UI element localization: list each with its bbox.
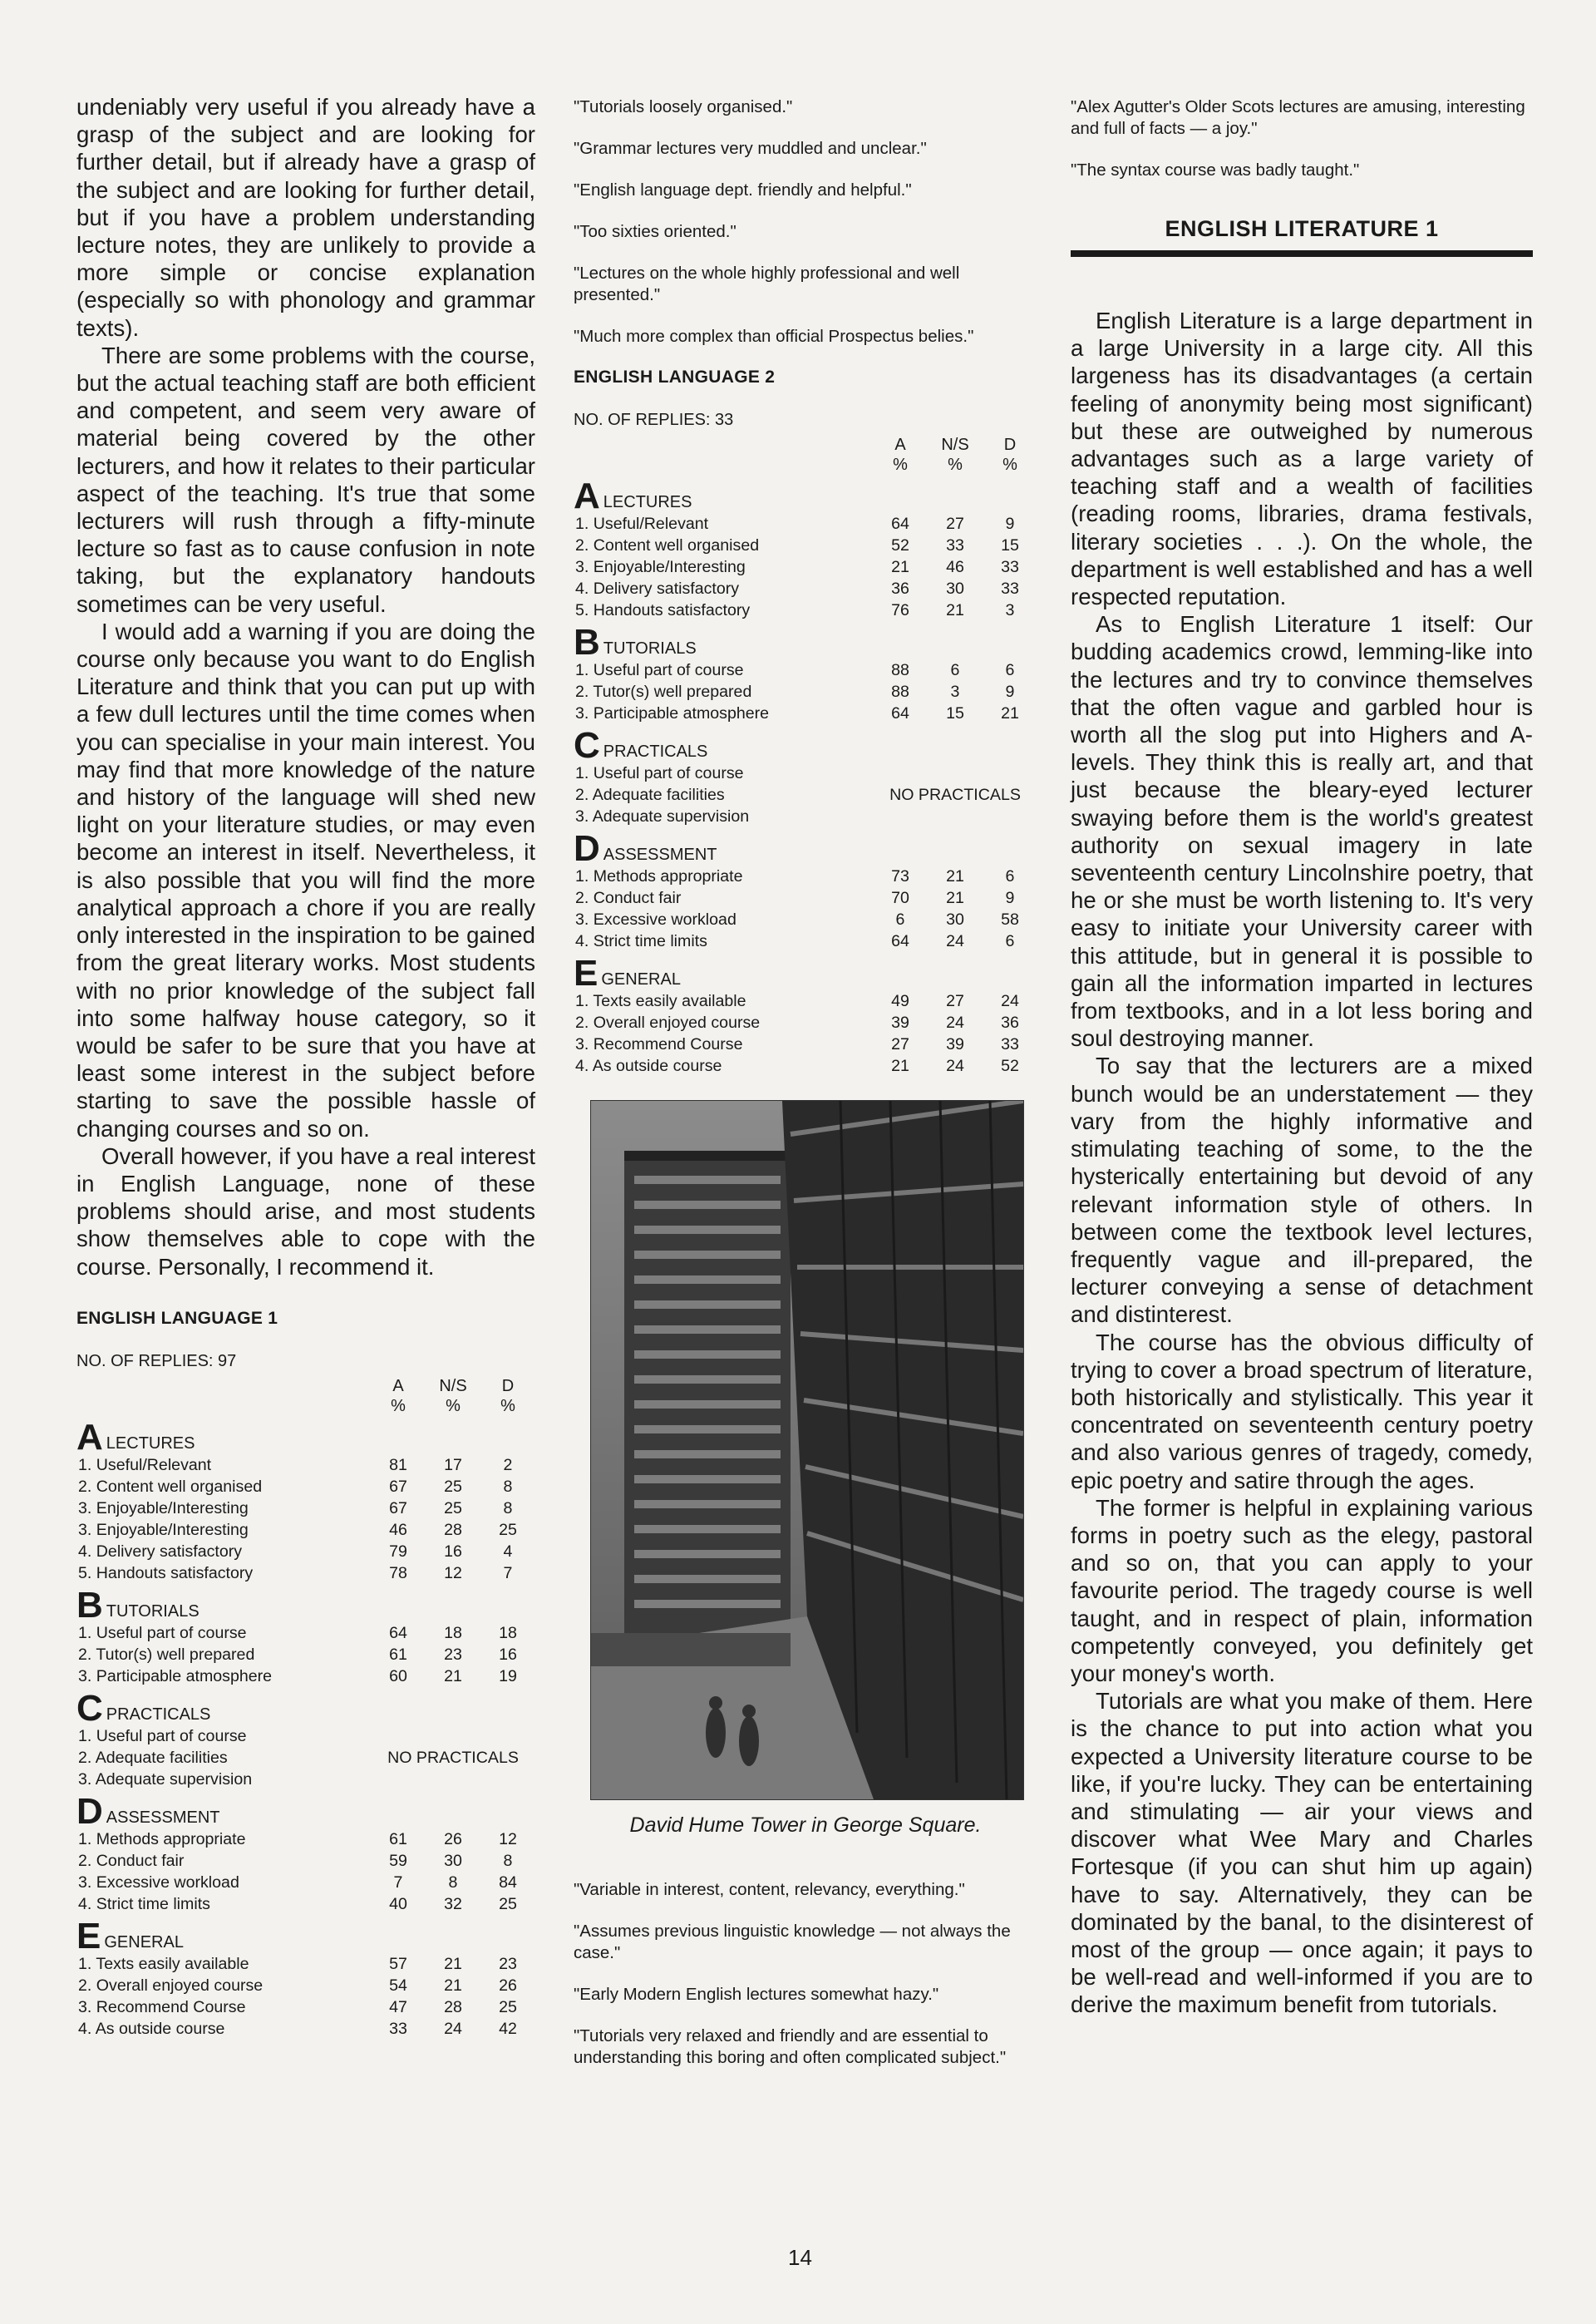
section-header	[76, 1416, 535, 1458]
col3-paragraph: English Literature is a large department in a large University in a large city. All this largeness has its disadvantages (a certain feeling of anonymity being most significant) but these are outweighed by numerous advantages such as a large variety of teaching staff and a wealth of facilities (reading rooms, libraries, drama festivals, literary societies . . .). On the whole, the department is well established and has a well respected reputation.	[1071, 308, 1533, 610]
row-label: 4. Strict time limits	[78, 1894, 210, 1913]
row-value: 23	[499, 1954, 517, 1973]
row-value: 33	[389, 2019, 407, 2038]
header-spacer	[76, 1376, 371, 1396]
row-value: 79	[389, 1542, 407, 1561]
percent-symbol: %	[446, 1396, 461, 1415]
row-label: 3. Excessive workload	[575, 910, 736, 929]
row-value: 25	[444, 1477, 462, 1496]
row-value: 61	[389, 1829, 407, 1848]
row-label: 2. Tutor(s) well prepared	[575, 683, 752, 701]
section-name: GENERAL	[104, 1932, 184, 1951]
row-label: 2. Content well organised	[575, 536, 760, 555]
col1-paragraph: I would add a warning if you are doing the course only because you want to do English Literature and think that you can put up with a few dull lectures until the time comes when you can specialise in your main interest. You may find that more knowledge of the nature and history of the language will shed new light on your literature studies, or may even become an interest in itself. Nevertheless, it is also possible that you will find the more analytical approach a chore if you are really only interested in the inspiration to be gained from the great literary works. Most students with no prior knowledge of the subject fall into some halfway house category, so it would be safer to be sure that you have at least some interest in the subject before starting to save the possible hassle of changing courses and so on.	[76, 618, 535, 1142]
row-value: 17	[444, 1455, 462, 1474]
quote: "Assumes previous linguistic knowledge — not always the case."	[574, 1922, 1011, 1962]
col2-quotes-bottom	[574, 1879, 1037, 2069]
row-value: 16	[444, 1542, 462, 1561]
empty-cell	[371, 1769, 535, 1790]
david-hume-tower-photo	[590, 1100, 1024, 1800]
table-row	[76, 1747, 535, 1769]
row-value: 15	[1001, 536, 1019, 555]
table-row	[76, 1828, 535, 1850]
row-value: 21	[444, 1666, 462, 1685]
quote: "Variable in interest, content, relevancy, everything."	[574, 1880, 965, 1899]
table-row	[574, 535, 1037, 556]
table-title: ENGLISH LANGUAGE 1	[76, 1308, 278, 1328]
percent-symbol: %	[893, 456, 908, 474]
replies-count: NO. OF REPLIES: 97	[76, 1351, 237, 1370]
section-letter: A	[574, 476, 600, 516]
percent-row	[574, 455, 1037, 475]
row-value: 27	[946, 992, 964, 1010]
row-value: 57	[389, 1954, 407, 1973]
english-language-2-table	[574, 368, 1037, 1077]
column-header: N/S	[941, 436, 969, 454]
empty-cell	[371, 1725, 535, 1747]
row-value: 33	[946, 536, 964, 555]
quote: "Grammar lectures very muddled and unclear."	[574, 139, 927, 158]
table-row	[574, 513, 1037, 535]
table-row	[574, 762, 1037, 784]
row-value: 23	[444, 1645, 462, 1664]
row-label: 1. Useful part of course	[78, 1726, 247, 1745]
row-label: 4. Delivery satisfactory	[575, 580, 740, 598]
row-label: 3. Enjoyable/Interesting	[78, 1498, 249, 1517]
row-value: 6	[1005, 661, 1015, 679]
page-number: 14	[788, 2245, 812, 2270]
row-value: 36	[1001, 1014, 1019, 1032]
section-header	[574, 952, 1037, 994]
percent-symbol: %	[500, 1396, 515, 1415]
row-value: 21	[1001, 704, 1019, 723]
section-header-row	[574, 621, 1037, 659]
col3-body	[1071, 307, 1533, 2019]
row-value: 9	[1005, 515, 1015, 533]
row-value: 70	[891, 889, 909, 907]
table-row	[76, 2018, 535, 2040]
percent-row	[76, 1396, 535, 1416]
table-row	[76, 1541, 535, 1562]
table-row	[574, 990, 1037, 1012]
row-label: 1. Useful part of course	[78, 1623, 247, 1642]
row-value: 30	[946, 910, 964, 929]
section-letter: E	[76, 1915, 101, 1956]
table-row	[76, 1953, 535, 1975]
table-row	[76, 1665, 535, 1687]
row-value: 6	[950, 661, 960, 679]
section-header-row	[574, 952, 1037, 990]
column-3	[1071, 96, 1533, 2019]
col2-quotes-top	[574, 96, 1037, 348]
table-row	[76, 1872, 535, 1893]
row-value: 27	[946, 515, 964, 533]
row-value: 21	[946, 601, 964, 619]
header-row	[76, 1376, 535, 1396]
row-value: 88	[891, 683, 909, 701]
row-value: 6	[1005, 867, 1015, 886]
table-row	[574, 1055, 1037, 1077]
english-literature-1-heading: ENGLISH LITERATURE 1	[1071, 216, 1533, 257]
row-value: 81	[389, 1455, 407, 1474]
percent-symbol: %	[948, 456, 963, 474]
quote: "Alex Agutter's Older Scots lectures are amusing, interesting and full of facts — a joy."	[1071, 97, 1525, 138]
section-name: ASSESSMENT	[106, 1808, 220, 1827]
col1-paragraph: undeniably very useful if you already have a grasp of the subject and are looking for further detail, but if already have a grasp of the subject and are looking for further detail, but if you have a problem understanding lecture notes, they are unlikely to provide a more simple or concise explanation (especially so with phonology and grammar texts).	[76, 94, 535, 341]
no-practicals-note: NO PRACTICALS	[387, 1748, 519, 1767]
row-label: 1. Methods appropriate	[575, 867, 743, 886]
row-value: 49	[891, 992, 909, 1010]
percent-symbol: %	[391, 1396, 406, 1415]
table-row	[76, 1725, 535, 1747]
section-header	[76, 1790, 535, 1832]
row-value: 4	[503, 1542, 513, 1561]
row-value: 24	[1001, 992, 1019, 1010]
row-label: 4. Delivery satisfactory	[78, 1542, 243, 1561]
percent-symbol: %	[1002, 456, 1017, 474]
row-value: 18	[444, 1623, 462, 1642]
section-letter: B	[574, 622, 600, 663]
section-header-row	[76, 1584, 535, 1622]
section-name: PRACTICALS	[603, 743, 708, 761]
section-name: LECTURES	[106, 1433, 195, 1453]
row-value: 40	[389, 1894, 407, 1913]
row-label: 2. Content well organised	[78, 1477, 263, 1496]
table-row	[574, 909, 1037, 930]
row-label: 1. Useful/Relevant	[575, 515, 709, 533]
section-header	[574, 724, 1037, 766]
row-label: 2. Adequate facilities	[78, 1748, 228, 1767]
table-row	[574, 556, 1037, 578]
column-header: N/S	[439, 1376, 467, 1395]
row-value: 6	[895, 910, 905, 929]
section-name: TUTORIALS	[603, 639, 697, 658]
section-letter: D	[76, 1790, 103, 1832]
table-row	[76, 1562, 535, 1584]
row-label: 3. Enjoyable/Interesting	[575, 558, 746, 576]
col3-paragraph: The former is helpful in explaining various forms in poetry such as the elegy, pastoral and so on, that you can apply to your favourite period. The tragedy course is well taught, and in respect of plain, information competently conveyed, you definitely get your money's worth.	[1071, 1494, 1533, 1686]
header-spacer	[574, 435, 873, 455]
table-row	[574, 659, 1037, 681]
row-label: 3. Participable atmosphere	[78, 1666, 273, 1685]
row-label: 5. Handouts satisfactory	[575, 601, 751, 619]
row-value: 30	[444, 1851, 462, 1870]
table-row	[574, 703, 1037, 724]
table-row	[574, 784, 1037, 806]
quote: "Tutorials loosely organised."	[574, 97, 793, 116]
section-header	[76, 1687, 535, 1729]
row-value: 15	[946, 704, 964, 723]
col1-paragraph: There are some problems with the course, but the actual teaching staff are both efficient and competent, and seem very aware of material being covered by the other lecturers, and how it relates to their particular aspect of the teaching. It's true that some lecturers will rush through a fifty-minute lecture so fast as to cause confusion in note taking, but the explanatory handouts sometimes can be very useful.	[76, 342, 535, 617]
empty-cell	[873, 806, 1037, 827]
row-value: 8	[503, 1851, 513, 1870]
row-label: 2. Conduct fair	[575, 889, 682, 907]
section-header-row	[574, 724, 1037, 762]
row-label: 4. As outside course	[78, 2019, 225, 2038]
section-header-row	[76, 1416, 535, 1454]
section-letter: E	[574, 953, 598, 994]
row-label: 2. Overall enjoyed course	[575, 1014, 761, 1032]
replies-count: NO. OF REPLIES: 33	[574, 411, 734, 429]
row-value: 16	[499, 1645, 517, 1664]
section-name: ASSESSMENT	[603, 846, 717, 864]
row-value: 21	[891, 1057, 909, 1075]
table-row	[76, 1476, 535, 1498]
row-value: 18	[499, 1623, 517, 1642]
table-row	[574, 1034, 1037, 1055]
table-row	[574, 578, 1037, 600]
row-value: 54	[389, 1976, 407, 1995]
row-value: 47	[389, 1997, 407, 2016]
row-value: 12	[444, 1563, 462, 1582]
row-value: 26	[444, 1829, 462, 1848]
row-value: 64	[891, 704, 909, 723]
table-row	[76, 1622, 535, 1644]
section-header	[574, 475, 1037, 516]
table-row	[76, 1893, 535, 1915]
quote: "Tutorials very relaxed and friendly and are essential to understanding this boring and often complicated subject."	[574, 2026, 1007, 2067]
header-spacer	[76, 1396, 371, 1416]
table-row	[76, 1975, 535, 1996]
stats-table	[76, 1376, 535, 2040]
col1-paragraph: Overall however, if you have a real interest in English Language, none of these problems should arise, and most students show themselves able to cope with the course. Personally, I recommend it.	[76, 1142, 535, 1280]
row-label: 3. Recommend Course	[575, 1035, 743, 1053]
no-practicals-note: NO PRACTICALS	[889, 786, 1021, 804]
section-header	[574, 827, 1037, 869]
column-2	[574, 96, 1037, 2089]
col3-paragraph: The course has the obvious difficulty of trying to cover a broad spectrum of literature, both historically and stylistically. This year it concentrated on seventeenth century poetry and also various genres of tragedy, comedy, epic poetry and satire through the ages.	[1071, 1329, 1533, 1493]
table-row	[574, 887, 1037, 909]
table-row	[76, 1996, 535, 2018]
row-label: 1. Texts easily available	[575, 992, 746, 1010]
row-value: 39	[891, 1014, 909, 1032]
section-header	[76, 1584, 535, 1626]
row-value: 64	[389, 1623, 407, 1642]
table-row	[76, 1454, 535, 1476]
header-row	[574, 435, 1037, 455]
section-header	[76, 1915, 535, 1956]
row-value: 76	[891, 601, 909, 619]
col3-paragraph: Tutorials are what you make of them. Here is the chance to put into action what you expected a University literature course to be like, if you're lucky. They can be entertaining and stimulating — air your views and discover what Wee Mary and Charles Fortesque (if you can shut him up again) have to say. Alternatively, they can be dominated by the banal, to the disinterest of most of the group — once again; it pays to be well-read and well-informed if you are to derive the maximum benefit from tutorials.	[1071, 1688, 1533, 2018]
section-letter: A	[76, 1416, 103, 1458]
row-value: 24	[946, 1014, 964, 1032]
empty-cell	[873, 762, 1037, 784]
row-label: 3. Adequate supervision	[575, 807, 750, 826]
row-value: 84	[499, 1873, 517, 1892]
row-value: 30	[946, 580, 964, 598]
row-value: 27	[891, 1035, 909, 1053]
row-value: 3	[950, 683, 960, 701]
row-value: 12	[499, 1829, 517, 1848]
row-label: 1. Methods appropriate	[78, 1829, 246, 1848]
column-1	[76, 93, 535, 2040]
row-label: 3. Enjoyable/Interesting	[78, 1520, 249, 1539]
row-value: 8	[448, 1873, 458, 1892]
row-value: 67	[389, 1477, 407, 1496]
section-header-row	[574, 827, 1037, 866]
section-header-row	[76, 1790, 535, 1828]
row-value: 60	[389, 1666, 407, 1685]
section-name: LECTURES	[603, 493, 692, 511]
row-value: 24	[946, 932, 964, 950]
row-value: 59	[389, 1851, 407, 1870]
row-value: 21	[444, 1976, 462, 1995]
row-label: 1. Texts easily available	[78, 1954, 249, 1973]
table-row	[76, 1519, 535, 1541]
table-title: ENGLISH LANGUAGE 2	[574, 368, 776, 387]
table-row	[76, 1644, 535, 1665]
row-value: 25	[499, 1997, 517, 2016]
tower-illustration	[591, 1101, 1023, 1799]
column-header: D	[1003, 436, 1017, 454]
row-value: 42	[499, 2019, 517, 2038]
english-language-1-table	[76, 1309, 535, 2040]
quote: "Much more complex than official Prospectus belies."	[574, 327, 974, 346]
row-value: 3	[1005, 601, 1015, 619]
section-letter: B	[76, 1584, 103, 1626]
row-value: 24	[444, 2019, 462, 2038]
col3-paragraph: As to English Literature 1 itself: Our budding academics crowd, lemming-like into the lectures and try to convince themselves that the often vague and garbled hour is worth all the slog put into Highers and A-levels. They think this is really art, and that just because the bleary-eyed lecturer swaying before them is the world's greatest authority on sexual imagery in late seventeenth century Lincolnshire poetry, that he or she must be worth listening to. It's very easy to initiate your University career with this attitude, but in general it is possible to gain all the information imparted in lectures from textbooks, and in a lot less boring and soul destroying manner.	[1071, 611, 1533, 1052]
row-label: 2. Overall enjoyed course	[78, 1976, 264, 1995]
row-value: 33	[1001, 1035, 1019, 1053]
quote: "Early Modern English lectures somewhat hazy."	[574, 1985, 939, 2004]
row-label: 2. Conduct fair	[78, 1851, 185, 1870]
quote: "The syntax course was badly taught."	[1071, 160, 1360, 180]
section-name: PRACTICALS	[106, 1705, 211, 1724]
row-value: 58	[1001, 910, 1019, 929]
section-name: GENERAL	[601, 970, 681, 989]
row-value: 33	[1001, 558, 1019, 576]
row-value: 88	[891, 661, 909, 679]
row-value: 26	[499, 1976, 517, 1995]
row-value: 19	[499, 1666, 517, 1685]
table-row	[574, 681, 1037, 703]
row-label: 1. Useful/Relevant	[78, 1455, 212, 1474]
row-label: 2. Adequate facilities	[575, 786, 725, 804]
col1-body	[76, 93, 535, 1280]
table-row	[574, 600, 1037, 621]
row-value: 64	[891, 932, 909, 950]
row-value: 8	[503, 1477, 513, 1496]
table-row	[574, 806, 1037, 827]
row-value: 8	[503, 1498, 513, 1517]
row-value: 67	[389, 1498, 407, 1517]
row-label: 4. As outside course	[575, 1057, 722, 1075]
row-value: 2	[503, 1455, 513, 1474]
row-value: 9	[1005, 683, 1015, 701]
table-row	[574, 930, 1037, 952]
row-value: 28	[444, 1520, 462, 1539]
row-label: 3. Recommend Course	[78, 1997, 246, 2016]
row-value: 25	[499, 1894, 517, 1913]
section-name: TUTORIALS	[106, 1601, 200, 1621]
row-label: 3. Participable atmosphere	[575, 704, 770, 723]
row-label: 4. Strict time limits	[575, 932, 707, 950]
row-label: 1. Useful part of course	[575, 661, 744, 679]
table-row	[76, 1498, 535, 1519]
row-value: 21	[444, 1954, 462, 1973]
row-label: 1. Useful part of course	[575, 764, 744, 782]
table-row	[76, 1850, 535, 1872]
quote: "English language dept. friendly and helpful."	[574, 180, 912, 200]
header-spacer	[574, 455, 873, 475]
table-row	[574, 1012, 1037, 1034]
row-value: 21	[946, 889, 964, 907]
row-value: 64	[891, 515, 909, 533]
row-value: 7	[503, 1563, 513, 1582]
row-value: 52	[1001, 1057, 1019, 1075]
row-value: 46	[946, 558, 964, 576]
section-header-row	[76, 1915, 535, 1953]
row-value: 46	[389, 1520, 407, 1539]
row-label: 3. Adequate supervision	[78, 1769, 253, 1789]
column-header: A	[392, 1376, 404, 1395]
column-header: A	[894, 436, 906, 454]
row-value: 73	[891, 867, 909, 886]
stats-table	[574, 435, 1037, 1077]
section-header-row	[76, 1687, 535, 1725]
section-header-row	[574, 475, 1037, 513]
table-row	[76, 1769, 535, 1790]
row-value: 61	[389, 1645, 407, 1664]
row-value: 9	[1005, 889, 1015, 907]
row-value: 33	[1001, 580, 1019, 598]
row-value: 25	[444, 1498, 462, 1517]
row-value: 25	[499, 1520, 517, 1539]
section-letter: C	[76, 1687, 103, 1729]
table-row	[574, 866, 1037, 887]
row-value: 39	[946, 1035, 964, 1053]
quote: "Lectures on the whole highly professional and well presented."	[574, 264, 960, 304]
photo-caption: David Hume Tower in George Square.	[629, 1813, 982, 1837]
row-value: 52	[891, 536, 909, 555]
col3-quotes-top	[1071, 96, 1533, 181]
row-value: 36	[891, 580, 909, 598]
section-header	[574, 621, 1037, 663]
row-value: 78	[389, 1563, 407, 1582]
row-value: 6	[1005, 932, 1015, 950]
row-value: 21	[946, 867, 964, 886]
row-value: 24	[946, 1057, 964, 1075]
row-value: 7	[393, 1873, 403, 1892]
section-letter: D	[574, 828, 600, 869]
row-label: 5. Handouts satisfactory	[78, 1563, 254, 1582]
section-letter: C	[574, 725, 600, 766]
column-header: D	[501, 1376, 515, 1395]
row-value: 32	[444, 1894, 462, 1913]
quote: "Too sixties oriented."	[574, 222, 736, 241]
row-value: 28	[444, 1997, 462, 2016]
col3-paragraph: To say that the lecturers are a mixed bunch would be an understatement — they vary from the highly informative and stimulating teaching of some, to the the hysterically entertaining but devoid of any relevant information style of others. In between come the textbook level lectures, frequently vague and ill-prepared, the lecturer conveying a sense of detachment and distinterest.	[1071, 1053, 1533, 1328]
row-label: 2. Tutor(s) well prepared	[78, 1645, 255, 1664]
row-label: 3. Excessive workload	[78, 1873, 239, 1892]
row-value: 21	[891, 558, 909, 576]
